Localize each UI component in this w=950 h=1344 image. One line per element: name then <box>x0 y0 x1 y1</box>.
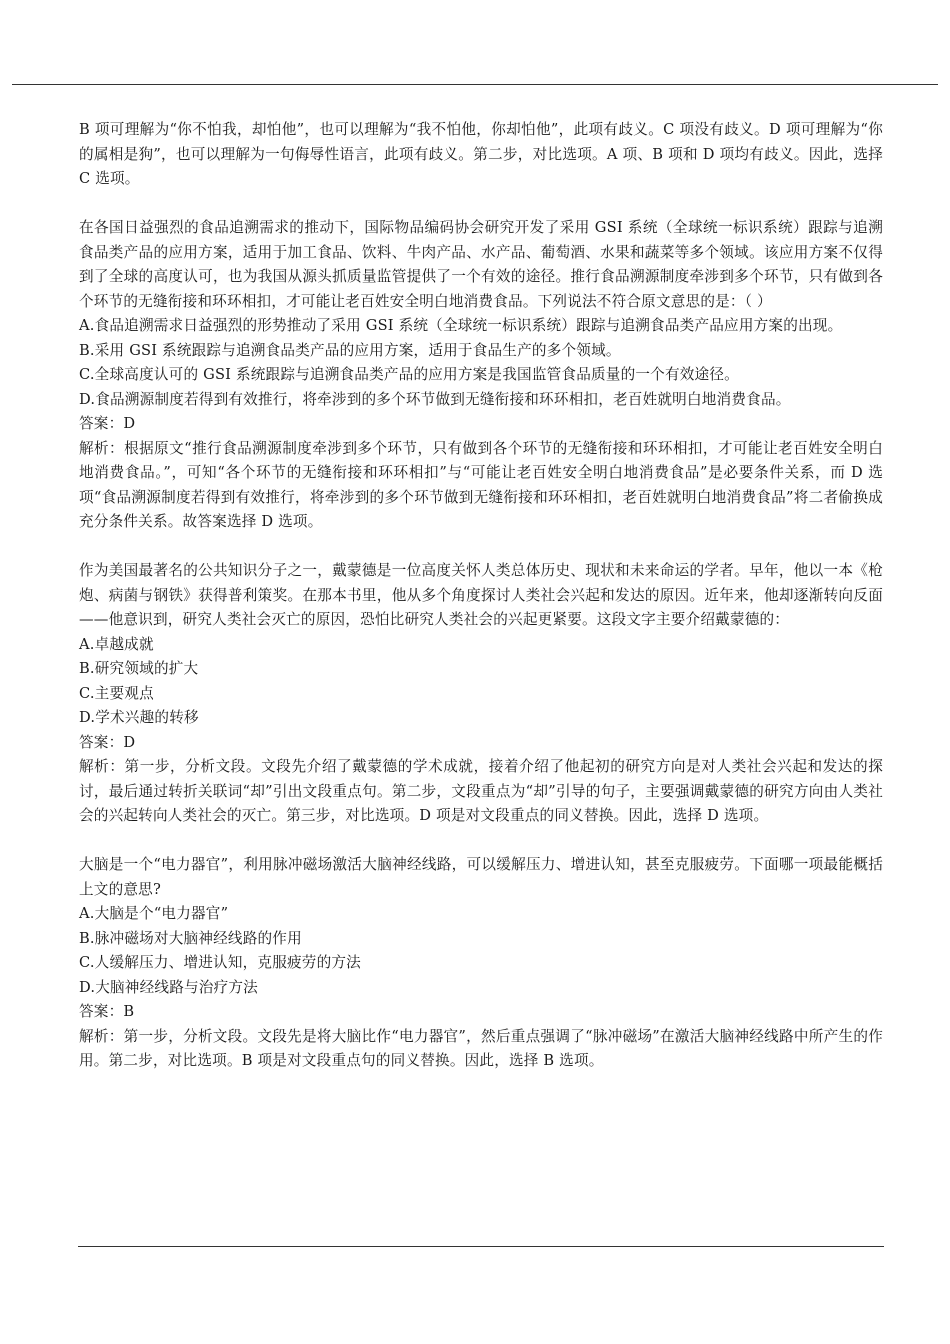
question-2 <box>79 559 883 829</box>
footer-rule <box>78 1246 884 1247</box>
option-c: C.人缓解压力、增进认知，克服疲劳的方法 <box>79 954 361 971</box>
question-stem: 作为美国最著名的公共知识分子之一，戴蒙德是一位高度关怀人类总体历史、现状和未来命运的学者。早年，他以一本《枪炮、病菌与钢铁》获得普利策奖。在那本书里，他从多个角度探讨人类社会兴起和发达的原因。近年来，他却逐渐转向反面——他意识到，研究人类社会灭亡的原因，恐怕比研究人类社会的兴起更紧要。这段文字主要介绍戴蒙德的： <box>79 562 883 628</box>
answer-line: 答案：D <box>79 733 136 751</box>
document-body <box>79 118 883 1074</box>
continuation-paragraph: B 项可理解为“你不怕我，却怕他”，也可以理解为“我不怕他，你却怕他”，此项有歧义。C 项没有歧义。D 项可理解为“你的属相是狗”，也可以理解为一句侮辱性语言，此项有歧义。第二步，对比选项。A 项、B 项和 D 项均有歧义。因此，选择 C 选项。 <box>79 121 883 187</box>
option-a: A.食品追溯需求日益强烈的形势推动了采用 GSI 系统（全球统一标识系统）跟踪与追溯食品类产品应用方案的出现。 <box>79 317 843 334</box>
question-1 <box>79 216 883 535</box>
option-c: C.全球高度认可的 GSI 系统跟踪与追溯食品类产品的应用方案是我国监管食品质量的一个有效途径。 <box>79 366 739 383</box>
question-stem: 在各国日益强烈的食品追溯需求的推动下，国际物品编码协会研究开发了采用 GSI 系统（全球统一标识系统）跟踪与追溯食品类产品的应用方案，适用于加工食品、饮料、牛肉产品、水产品、葡萄酒、水果和蔬菜等多个领域。该应用方案不仅得到了全球的高度认可，也为我国从源头抓质量监管提供了一个有效的途径。推行食品溯源制度牵涉到多个环节，只有做到各个环节的无缝衔接和环环相扣，才可能让老百姓安全明白地消费食品。下列说法不符合原文意思的是：（ ） <box>79 219 883 310</box>
option-d: D.食品溯源制度若得到有效推行，将牵涉到的多个环节做到无缝衔接和环环相扣，老百姓就明白地消费食品。 <box>79 390 791 408</box>
analysis-paragraph: 解析：根据原文“推行食品溯源制度牵涉到多个环节，只有做到各个环节的无缝衔接和环环相扣，才可能让老百姓安全明白地消费食品。”，可知“各个环节的无缝衔接和环环相扣”与“可能让老百姓安全明白地消费食品”是必要条件关系，而 D 选项“食品溯源制度若得到有效推行，将牵涉到的多个环节做到无缝衔接和环环相扣，老百姓就明白地消费食品”将二者偷换成充分条件关系。故答案选择 D 选项。 <box>79 439 883 530</box>
option-d: D.学术兴趣的转移 <box>79 709 199 726</box>
answer-line: 答案：D <box>79 415 136 432</box>
option-b: B.脉冲磁场对大脑神经线路的作用 <box>79 929 302 947</box>
analysis-paragraph: 解析：第一步，分析文段。文段先介绍了戴蒙德的学术成就，接着介绍了他起初的研究方向是对人类社会兴起和发达的探讨，最后通过转折关联词“却”引出文段重点句。第二步，文段重点为“却”引导的句子，主要强调戴蒙德的研究方向由人类社会的兴起转向人类社会的灭亡。第三步，对比选项。D 项是对文段重点的同义替换。因此，选择 D 选项。 <box>79 758 883 824</box>
option-b: B.采用 GSI 系统跟踪与追溯食品类产品的应用方案，适用于食品生产的多个领域。 <box>79 341 621 359</box>
option-b: B.研究领域的扩大 <box>79 660 199 677</box>
option-a: A.大脑是个“电力器官” <box>79 905 229 922</box>
answer-line: 答案：B <box>79 1003 135 1020</box>
header-rule <box>12 84 938 85</box>
option-a: A.卓越成就 <box>79 635 154 653</box>
analysis-paragraph: 解析：第一步，分析文段。文段先是将大脑比作“电力器官”，然后重点强调了“脉冲磁场”在激活大脑神经线路中所产生的作用。第二步，对比选项。B 项是对文段重点句的同义替换。因此，选择 B 选项。 <box>79 1027 883 1069</box>
option-c: C.主要观点 <box>79 684 154 702</box>
question-3 <box>79 853 883 1074</box>
option-d: D.大脑神经线路与治疗方法 <box>79 978 258 996</box>
question-stem: 大脑是一个“电力器官”，利用脉冲磁场激活大脑神经线路，可以缓解压力、增进认知，甚至克服疲劳。下面哪一项最能概括上文的意思? <box>79 856 883 898</box>
